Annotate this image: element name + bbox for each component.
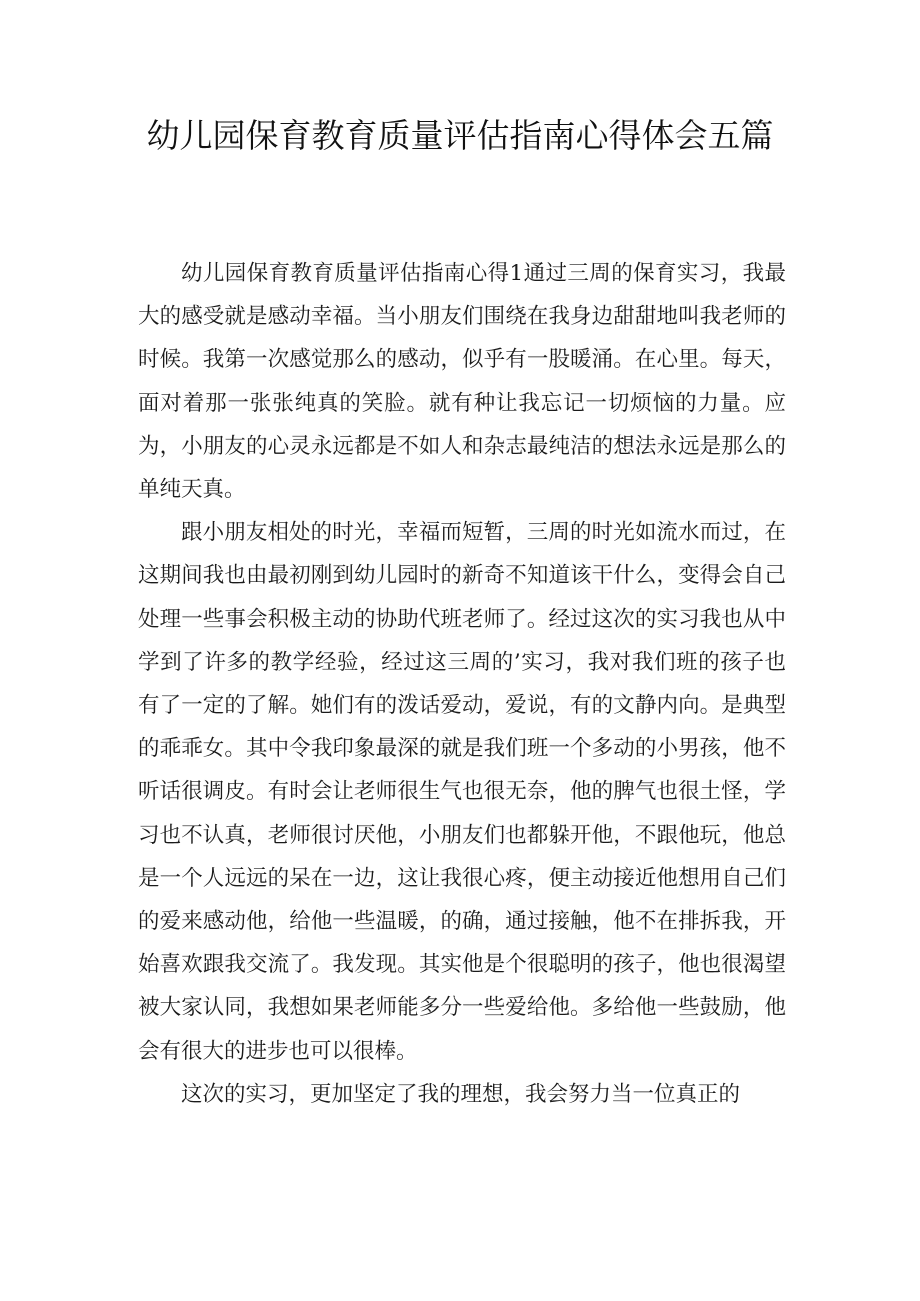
paragraph-3: 这次的实习，更加坚定了我的理想，我会努力当一位真正的 [181, 1081, 741, 1107]
paragraph-2: 跟小朋友相处的时光，幸福而短暂，三周的时光如流水而过，在这期间我也由最初刚到幼儿园时的新奇不知道该干什么，变得会自己处理一些事会积极主动的协助代班老师了。经过这次的实习我也从中学到了许多的教学经验，经过这三周的’实习，我对我们班的孩子也有了一定的了解。她们有的泼话爱动，爱说，有的文静内向。是典型的乖乖女。其中令我印象最深的就是我们班一个多动的小男孩，他不听话很调皮。有时会让老师很生气也很无奈，他的脾气也很土怪，学习也不认真，老师很讨厌他，小朋友们也都躲开他，不跟他玩，他总是一个人远远的呆在一边，这让我很心疼，便主动接近他想用自己们的爱来感动他，给他一些温暖，的确，通过接触，他不在排拆我，开始喜欢跟我交流了。我发现。其实他是个很聪明的孩子，他也很渴望被大家认同，我想如果老师能多分一些爱给他。多给他一些鼓励，他会有很大的进步也可以很棒。 [138, 520, 786, 1064]
paragraph-1: 幼儿园保育教育质量评估指南心得1通过三周的保育实习，我最大的感受就是感动幸福。当小朋友们围绕在我身边甜甜地叫我老师的时候。我第一次感觉那么的感动，似乎有一股暖涌。在心里。每天，面对着那一张张纯真的笑脸。就有种让我忘记一切烦恼的力量。应为，小朋友的心灵永远都是不如人和杂志最纯洁的想法永远是那么的单纯天真。 [138, 261, 786, 503]
document-title: 幼儿园保育教育质量评估指南心得体会五篇 [146, 116, 774, 155]
document-body [138, 252, 786, 1116]
